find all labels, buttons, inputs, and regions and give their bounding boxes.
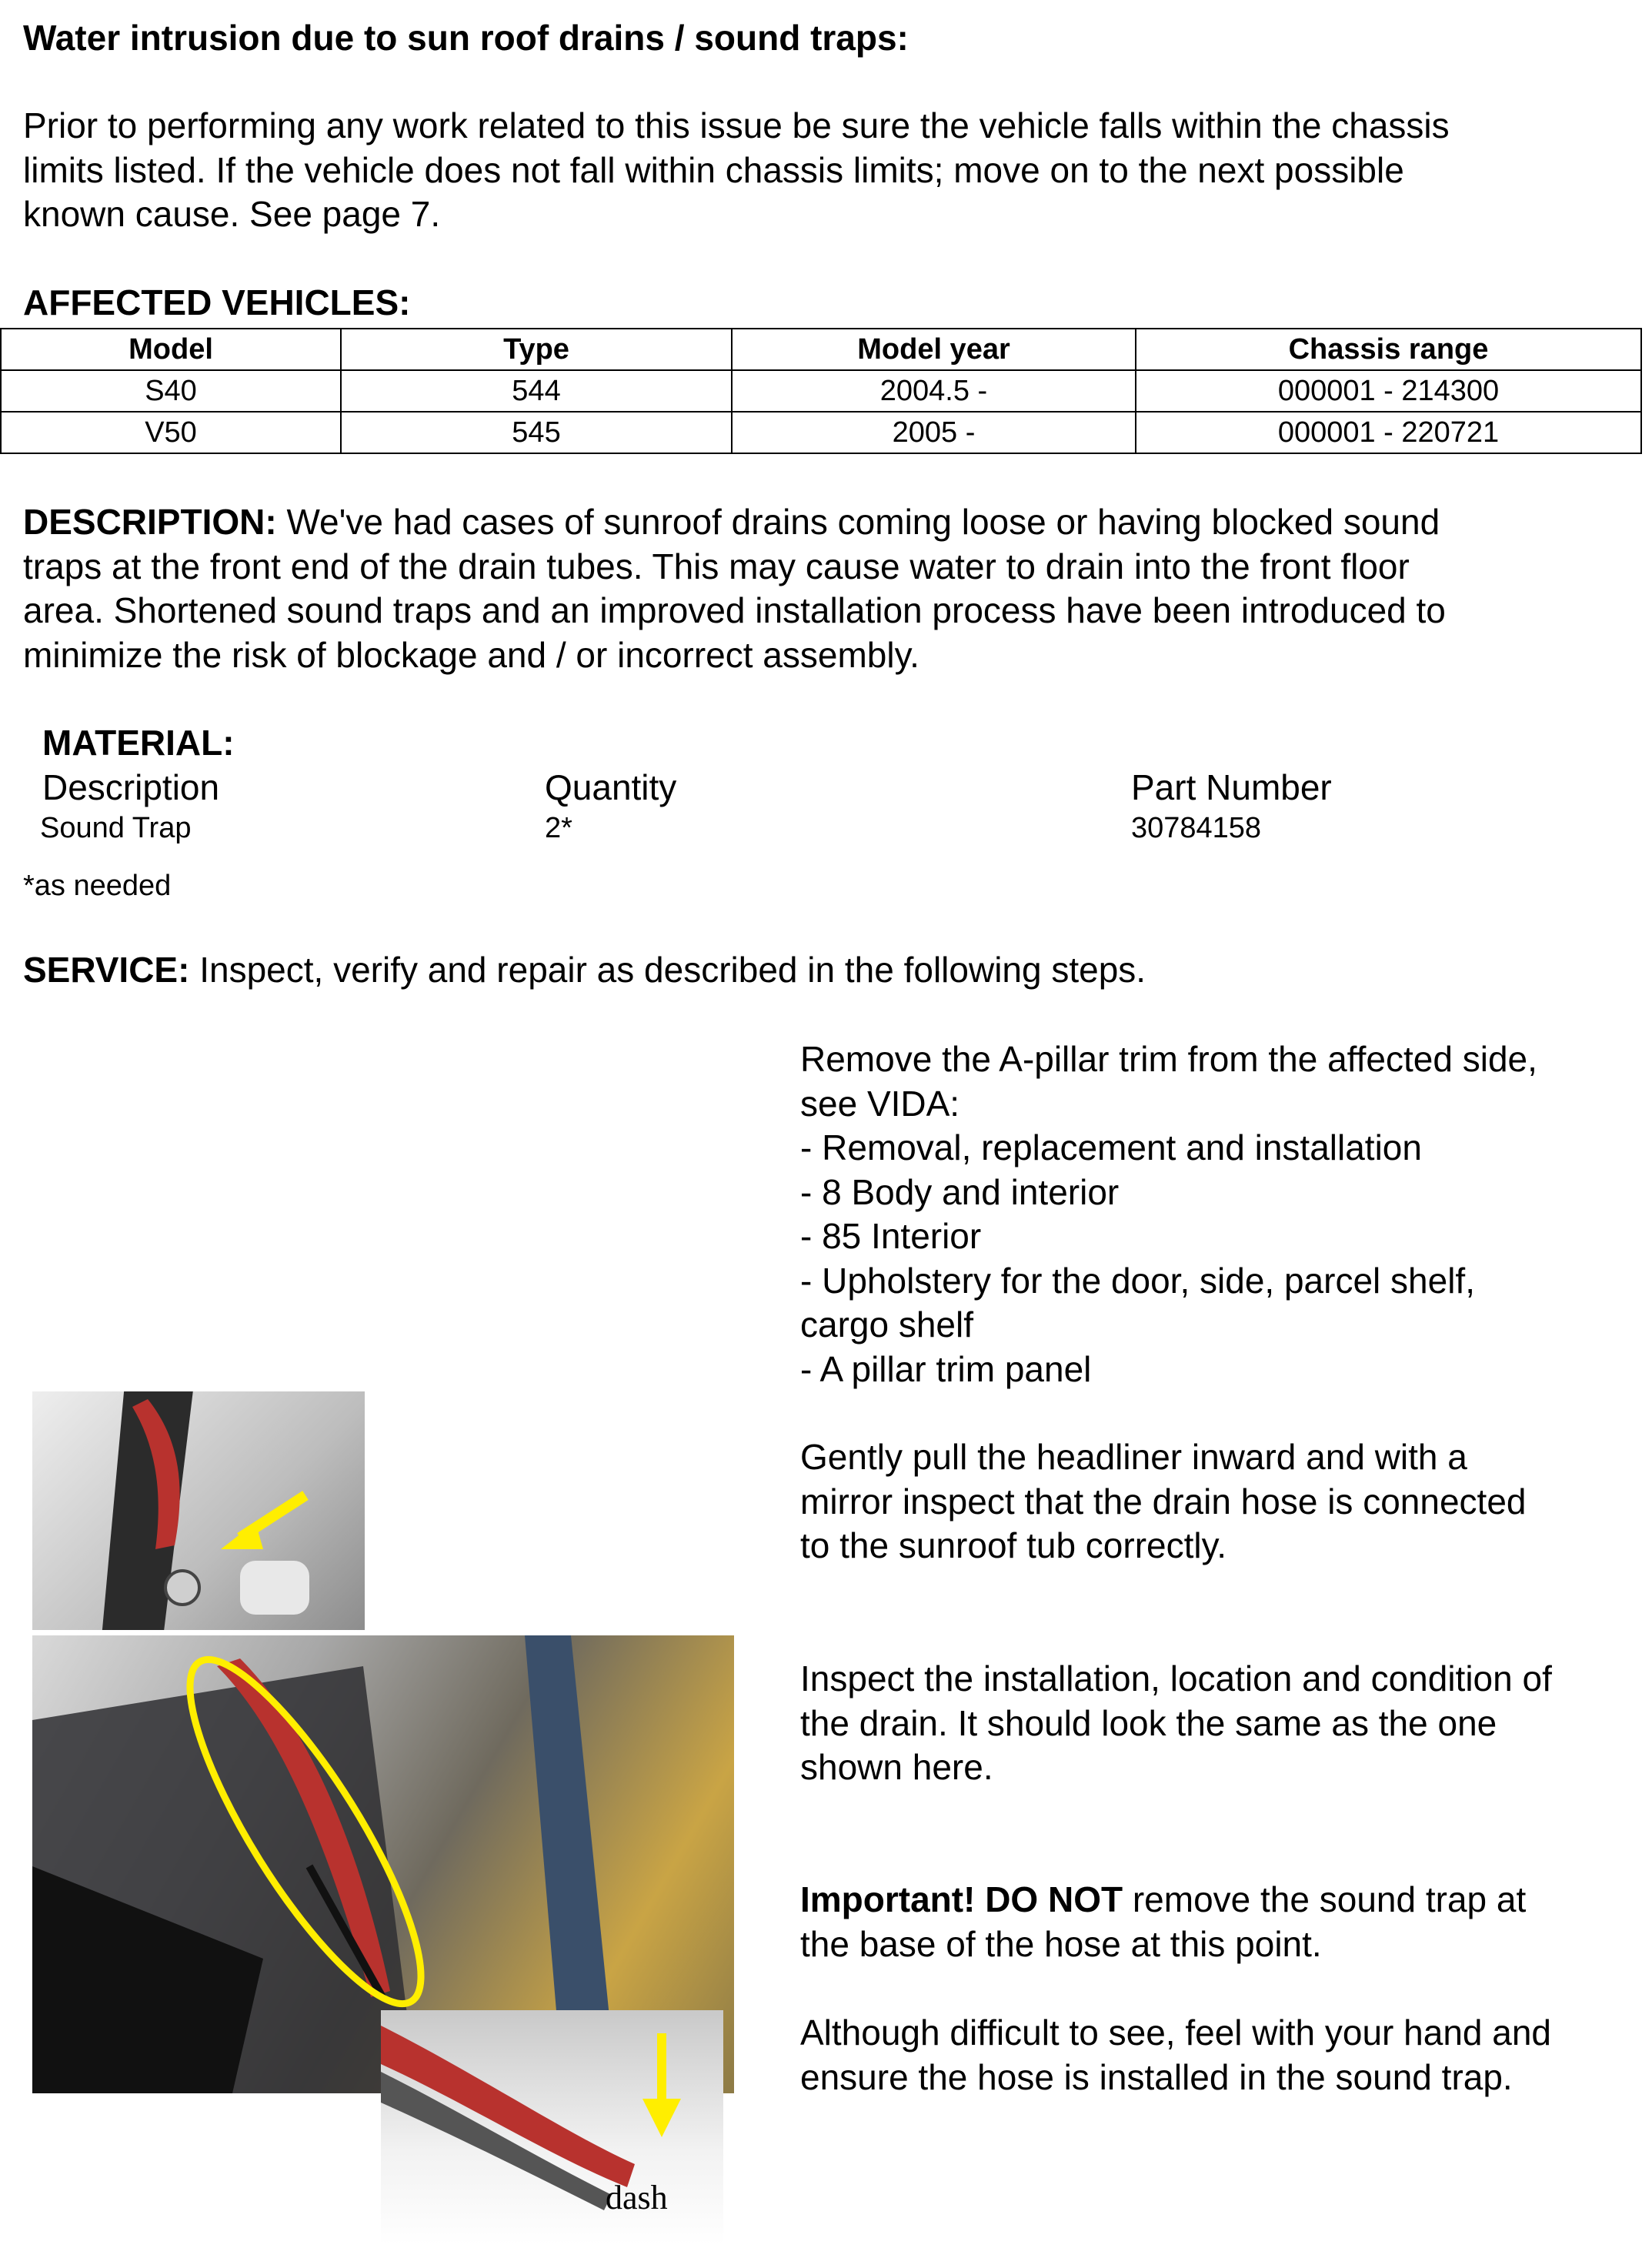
table-row xyxy=(1,370,1641,412)
table-cell: S40 xyxy=(1,370,341,412)
intro-line: limits listed. If the vehicle does not fall within chassis limits; move on to the next possible xyxy=(23,149,1404,190)
column-header: Model year xyxy=(732,329,1136,370)
column-header: Chassis range xyxy=(1136,329,1641,370)
step-line: - 85 Interior xyxy=(800,1216,982,1256)
step-line: cargo shelf xyxy=(800,1304,974,1344)
column-header: Model xyxy=(1,329,341,370)
table-cell: 000001 - 214300 xyxy=(1136,370,1641,412)
step-line: Inspect the installation, location and condition of xyxy=(800,1658,1552,1699)
description-line: minimize the risk of blockage and / or incorrect assembly. xyxy=(23,634,919,675)
step-inspect xyxy=(800,1657,1552,1790)
step-remove-trim xyxy=(800,1037,1537,1391)
step-line: ensure the hose is installed in the sound trap. xyxy=(800,2056,1513,2097)
page-title: Water intrusion due to sun roof drains / sound traps: xyxy=(23,18,909,58)
table-cell: 545 xyxy=(341,412,732,453)
material-column-quantity: Quantity xyxy=(545,767,677,807)
affected-vehicles-table xyxy=(0,328,1642,454)
service-paragraph xyxy=(23,948,1146,993)
step-feel xyxy=(800,2011,1551,2099)
hose-connection-image xyxy=(32,1391,365,1630)
service-text: Inspect, verify and repair as described in the following steps. xyxy=(189,950,1146,990)
column-header: Type xyxy=(341,329,732,370)
step-line: the base of the hose at this point. xyxy=(800,1923,1322,1964)
important-label: Important! DO NOT xyxy=(800,1879,1123,1919)
step-line: - Upholstery for the door, side, parcel shelf, xyxy=(800,1260,1475,1301)
photo-pillar-top xyxy=(32,1391,365,1630)
step-important xyxy=(800,1878,1526,1966)
step-line: the drain. It should look the same as the one xyxy=(800,1702,1497,1743)
intro-paragraph xyxy=(23,104,1450,237)
intro-line: known cause. See page 7. xyxy=(23,194,441,234)
step-line: mirror inspect that the drain hose is connected xyxy=(800,1481,1527,1521)
description-paragraph xyxy=(23,500,1446,677)
material-description: Sound Trap xyxy=(40,812,192,844)
material-quantity: 2* xyxy=(545,812,572,844)
step-line: Although difficult to see, feel with your hand and xyxy=(800,2013,1552,2053)
step-line: see VIDA: xyxy=(800,1083,960,1124)
table-header-row xyxy=(1,329,1641,370)
table-cell: 2005 - xyxy=(732,412,1136,453)
step-line: - 8 Body and interior xyxy=(800,1171,1120,1212)
description-line: area. Shortened sound traps and an improved installation process have been introduced to xyxy=(23,590,1446,630)
table-cell: 2004.5 - xyxy=(732,370,1136,412)
table-row xyxy=(1,412,1641,453)
step-line: to the sunroof tub correctly. xyxy=(800,1525,1226,1565)
material-footnote: *as needed xyxy=(23,870,172,902)
description-line: traps at the front end of the drain tubes. This may cause water to drain into the front floor xyxy=(23,546,1410,586)
description-label: DESCRIPTION: xyxy=(23,502,277,542)
sound-trap-image xyxy=(381,2010,723,2245)
description-line: We've had cases of sunroof drains coming loose or having blocked sound xyxy=(276,502,1440,542)
table-cell: V50 xyxy=(1,412,341,453)
material-column-description: Description xyxy=(42,767,220,807)
step-line: remove the sound trap at xyxy=(1123,1879,1527,1919)
step-line: Gently pull the headliner inward and with a xyxy=(800,1437,1467,1477)
service-label: SERVICE: xyxy=(23,950,190,990)
table-cell: 000001 - 220721 xyxy=(1136,412,1641,453)
step-headliner xyxy=(800,1435,1527,1568)
table-cell: 544 xyxy=(341,370,732,412)
material-heading: MATERIAL: xyxy=(42,723,235,763)
affected-vehicles-heading: AFFECTED VEHICLES: xyxy=(23,282,411,322)
step-line: - Removal, replacement and installation xyxy=(800,1127,1422,1167)
intro-line: Prior to performing any work related to this issue be sure the vehicle falls within the chassis xyxy=(23,105,1450,145)
step-line: Remove the A-pillar trim from the affected side, xyxy=(800,1039,1537,1079)
material-column-part-number: Part Number xyxy=(1131,767,1332,807)
photo-caption: dash xyxy=(606,2179,668,2216)
photo-dash-sound-trap xyxy=(381,2010,723,2245)
step-line: shown here. xyxy=(800,1747,993,1787)
material-part-number: 30784158 xyxy=(1131,812,1262,844)
step-line: - A pillar trim panel xyxy=(800,1348,1092,1389)
